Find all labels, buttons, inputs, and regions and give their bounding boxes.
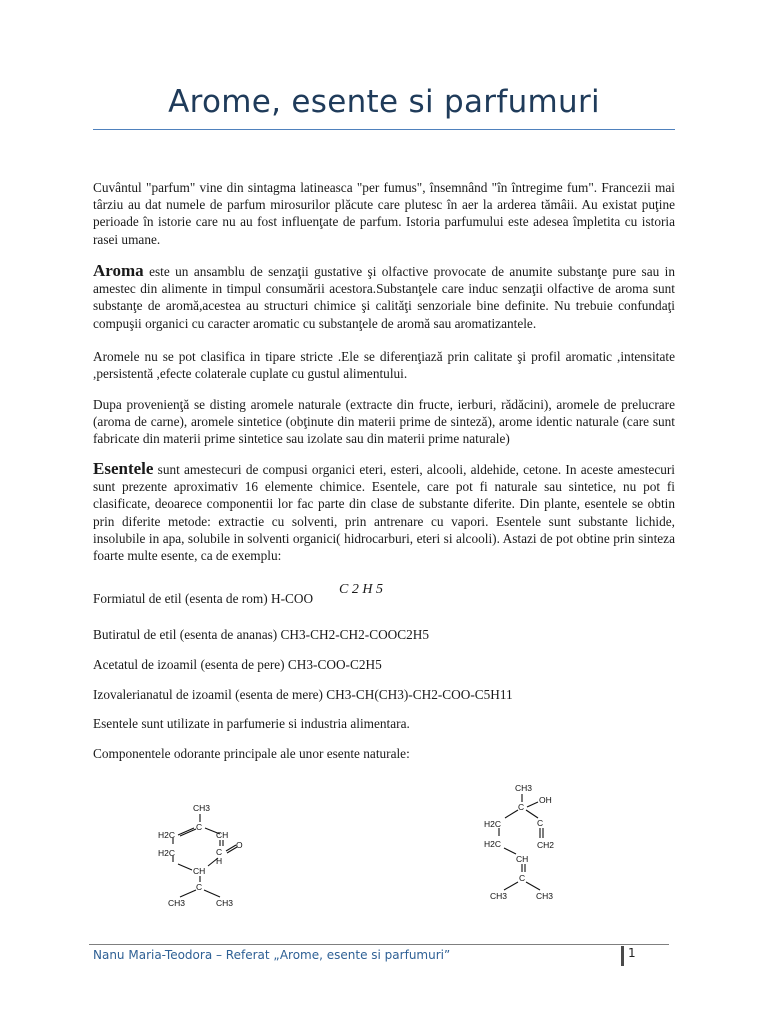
usage-line: Esentele sunt utilizate in parfumerie si industria alimentara. — [93, 716, 410, 731]
page-title: Arome, esente si parfumuri — [168, 84, 600, 120]
example-butirat: Butiratul de etil (esenta de ananas) CH3-CH2-CH2-COOC2H5 — [93, 627, 430, 642]
structure-right-ch3-top: CH3 — [515, 783, 533, 793]
structure-right-h2c-2: H2C — [484, 839, 502, 849]
footer-divider — [89, 944, 669, 945]
structure-right-h2c-1: H2C — [484, 819, 502, 829]
structure-left-diagram — [150, 790, 260, 910]
structure-left-h2c-1: H2C — [158, 830, 176, 840]
paragraph-esente-text: sunt amestecuri de compusi organici eteri, esteri, alcooli, aldehide, cetone. In aceste amestecuri sunt prezente aproximativ 16 elemente chimice. Esentele, care pot fi naturale sau sintetice, nu pot fi clasificate, deoarece componentii lor fac parte din clase de substante diferite. Din plante, esentele se obtin prin diferite metode: extractie cu solventi, prin antrenare cu vapori. Esentele sunt substante lichide, insolubile in apa, solubile in solventi organici( hidrocarburi, eteri si alcooli). Astazi de pot obtine prin sinteza foarte multe esente, ca de exemplu: — [93, 462, 675, 564]
footer-page-marker — [621, 946, 624, 966]
structure-left-c-mid: C — [216, 847, 223, 857]
paragraph-aroma-text: este un ansamblu de senzaţii gustative şi olfactive provocate de anumite substanţe pure sau in amestec din alimente in timpul consumării acestora.Substanţele care induc senzaţii olfactive de aroma sunt substanţe de aromă,acestea au structuri chimice şi calităţi senzoriale bine definite. Nu trebuie confundaţi compuşii organici cu caracter aromatic cu substanţele de aromă sau aromatizantele. — [93, 264, 675, 331]
example-izovalerianat: Izovalerianatul de izoamil (esenta de mere) CH3-CH(CH3)-CH2-COO-C5H11 — [93, 687, 513, 702]
footer-text: Nanu Maria-Teodora – Referat „Arome, esente si parfumuri” — [93, 948, 451, 962]
example-formiat-formula: C 2 H 5 — [339, 582, 383, 597]
components-intro: Componentele odorante principale ale unor esente naturale: — [93, 746, 410, 761]
structure-right-c-top: C — [518, 802, 525, 812]
structure-left-ch-low: CH — [193, 866, 206, 876]
paragraph-esente-lead: Esentele — [93, 459, 154, 478]
structure-right-ch3-bl: CH3 — [490, 891, 508, 901]
structure-right-ch: CH — [516, 854, 529, 864]
paragraph-provenienta: Dupa provenienţă se disting aromele naturale (extracte din fructe, ierburi, rădăcini), aromele de prelucrare (aroma de carne), aromele sintetice (obţinute din materii prime de sinteză), arome identic naturale (care sunt fabricate din materii prime sintetice sau izolate sau din materii prime naturale) — [93, 397, 675, 447]
structure-left — [150, 790, 260, 915]
paragraph-aroma — [93, 262, 675, 332]
page-number: 1 — [628, 946, 636, 960]
structure-left-ch3-bl: CH3 — [168, 898, 186, 908]
structure-right-oh: OH — [539, 795, 552, 805]
example-formiat: Formiatul de etil (esenta de rom) H-COO — [93, 591, 314, 606]
structure-left-ch3-br: CH3 — [216, 898, 234, 908]
paragraph-aroma-lead: Aroma — [93, 261, 144, 280]
paragraph-clasificare: Aromele nu se pot clasifica in tipare stricte .Ele se diferenţiază prin calitate şi profil aromatic ,intensitate ,persistentă ,efecte colaterale cuplate cu gustul alimentului. — [93, 349, 675, 382]
structure-left-ch3-top: CH3 — [193, 803, 211, 813]
structure-right-diagram — [478, 780, 588, 905]
structure-right-ch2: CH2 — [537, 840, 555, 850]
paragraph-parfum: Cuvântul "parfum" vine din sintagma latineasca "per fumus", însemnând "în întregime fum". Francezii mai târziu au dat numele de parfum mirosurilor plăcute care plutesc în aer la arderea tămâii. Au existat puţine perioade în istorie care nu au fost influenţate de parfum. Istoria parfumului este adesea împletita cu istoria rasei umane. — [93, 180, 675, 247]
structure-left-o: O — [236, 840, 243, 850]
structure-right-c-mid: C — [537, 818, 544, 828]
structure-left-h: H — [216, 856, 223, 866]
structure-right — [478, 780, 588, 910]
structure-left-c-top: C — [196, 822, 203, 832]
structure-right-ch3-br: CH3 — [536, 891, 554, 901]
structure-left-h2c-2: H2C — [158, 848, 176, 858]
title-underline — [93, 129, 675, 130]
structure-right-c-bottom: C — [519, 873, 526, 883]
example-acetat: Acetatul de izoamil (esenta de pere) CH3-COO-C2H5 — [93, 657, 382, 672]
paragraph-esente — [93, 460, 675, 564]
structure-left-ch-right: CH — [216, 830, 229, 840]
structure-left-c-bottom: C — [196, 882, 203, 892]
